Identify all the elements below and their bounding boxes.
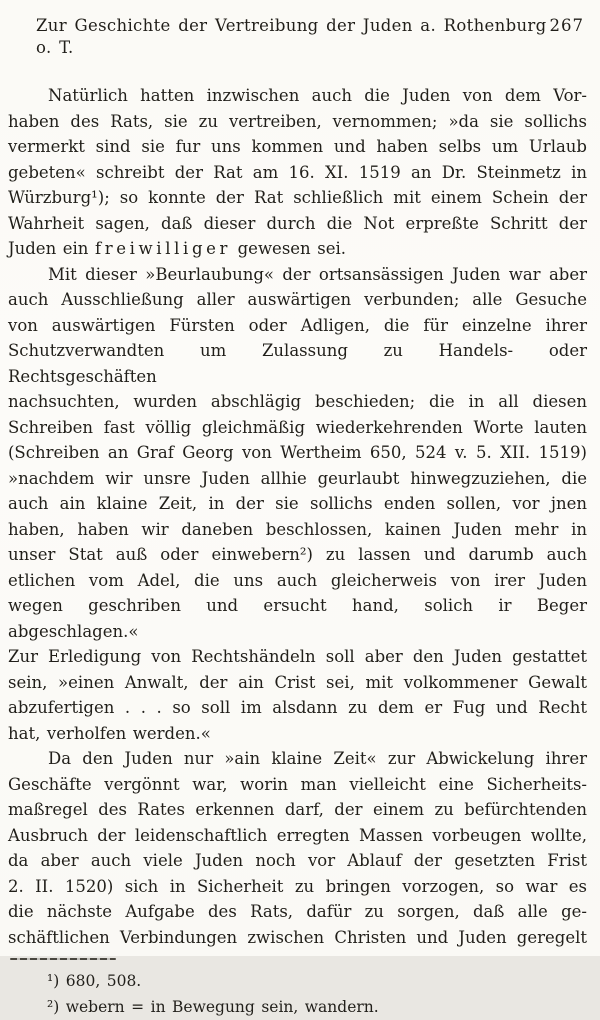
text-line: wegen geschriben und ersucht hand, solich ir Beger abgeschlagen.« <box>8 596 587 641</box>
text-line: nachsuchten, wurden abschlägig beschieden; die in all diesen <box>8 392 587 411</box>
text-line: schäftlichen Verbindungen zwischen Christen und Juden geregelt <box>8 927 587 947</box>
body-text <box>0 83 600 950</box>
text-line: Natürlich hatten inzwischen auch die Juden von dem Vor- <box>48 86 587 105</box>
text-line: Mit dieser »Beurlaubung« der ortsansässigen Juden war aber <box>48 264 587 284</box>
text-line: »nachdem wir unsre Juden allhie geurlaubt hinwegzuziehen, die <box>8 468 587 488</box>
paragraph-2 <box>8 262 587 747</box>
running-head <box>0 0 600 59</box>
footnote: ²) webern = in Bewegung sein, wandern. <box>47 998 379 1016</box>
text-line: Ausbruch der leidenschaftlich erregten Massen vorbeugen wollte, <box>8 825 587 845</box>
text-line: abzufertigen . . . so soll im alsdann zu dem er Fug und Recht <box>8 698 587 717</box>
text-line: Schutzverwandten um Zulassung zu Handels- oder Rechtsgeschäften <box>8 341 587 386</box>
text-line: unser Stat auß oder einwebern²) zu lassen und darumb auch <box>8 545 587 564</box>
text-line: auch Ausschließung aller auswärtigen verbunden; alle Gesuche <box>8 290 587 309</box>
text-line: hat, verholfen werden.« <box>8 723 211 743</box>
text-line: da aber auch viele Juden noch vor Ablauf der gesetzten Frist <box>8 851 587 870</box>
text-line: (Schreiben an Graf Georg von Wertheim 650, 524 v. 5. XII. 1519) <box>8 443 587 462</box>
running-head-title: Zur Geschichte der Vertreibung der Juden a. Rothenburg o. T. <box>36 16 547 57</box>
text-line: haben des Rats, sie zu vertreiben, vernommen; »da sie sollichs <box>8 111 587 131</box>
text-line: 2. II. 1520) sich in Sicherheit zu bringen vorzogen, so war es <box>8 876 587 896</box>
text-line: Würzburg¹); so konnte der Rat schließlich mit einem Schein der <box>8 188 587 207</box>
text-line: maßregel des Rates erkennen darf, der einem zu befürchtenden <box>8 800 587 819</box>
paragraph-1 <box>8 83 587 262</box>
text-line: vermerkt sind sie fur uns kommen und haben selbs um Urlaub <box>8 137 587 156</box>
text-line: von auswärtigen Fürsten oder Adligen, die für einzelne ihrer <box>8 315 587 335</box>
emphasized-word: freiwilliger <box>95 239 232 258</box>
text-line: auch ain klaine Zeit, in der sie sollichs enden sollen, vor jnen <box>8 494 587 513</box>
footnotes <box>0 968 600 1020</box>
paragraph-3 <box>8 746 587 950</box>
text-line: Da den Juden nur »ain klaine Zeit« zur Abwickelung ihrer <box>48 749 587 768</box>
text-line: die nächste Aufgabe des Rats, dafür zu sorgen, daß alle ge- <box>8 902 587 921</box>
text-segment: gewesen sei. <box>231 239 347 258</box>
text-line: sein, »einen Anwalt, der ain Crist sei, mit volkommener Gewalt <box>8 672 587 692</box>
text-line: Zur Erledigung von Rechtshändeln soll aber den Juden gestattet <box>8 647 587 666</box>
page-number: 267 <box>549 16 584 35</box>
text-line: gebeten« schreibt der Rat am 16. XI. 1519 an Dr. Steinmetz in <box>8 162 587 182</box>
text-line: etlichen vom Adel, die uns auch gleicherweis von irer Juden <box>8 570 587 590</box>
text-segment: Juden ein <box>8 239 95 258</box>
footnote: ¹) 680, 508. <box>47 972 142 990</box>
text-line: Wahrheit sagen, daß dieser durch die Not erpreßte Schritt der <box>8 213 587 233</box>
text-line <box>8 236 587 262</box>
text-line: Schreiben fast völlig gleichmäßig wiederkehrenden Worte lauten <box>8 417 587 437</box>
text-line: haben, haben wir daneben beschlossen, kainen Juden mehr in <box>8 519 587 539</box>
text-line: Geschäfte vergönnt war, worin man vielleicht eine Sicherheits- <box>8 774 587 794</box>
footnote-rule <box>10 958 116 960</box>
